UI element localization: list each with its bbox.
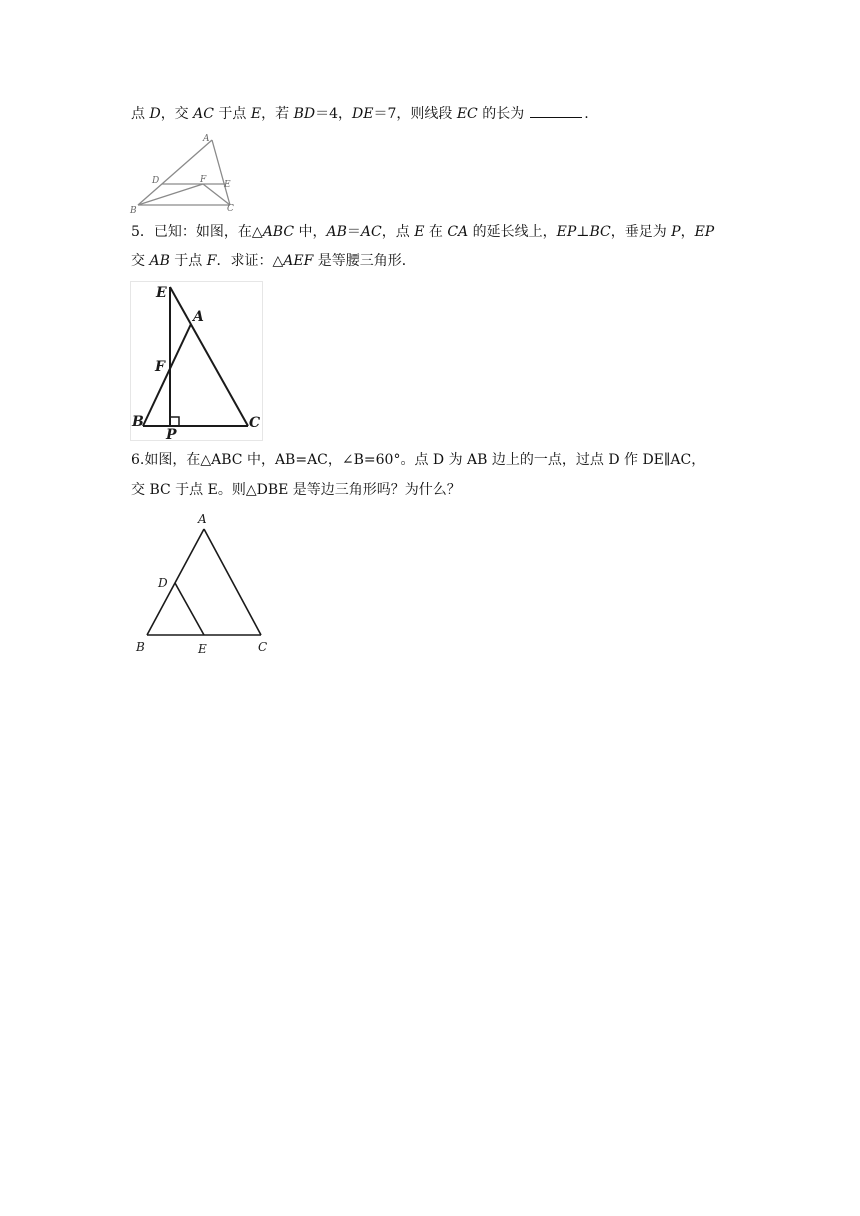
segment-ac [204, 529, 261, 635]
label-e: E [224, 180, 231, 190]
label-a: A [193, 309, 204, 325]
segment-bf [138, 184, 203, 205]
label-c: C [227, 204, 234, 214]
problem4-text-line: 点 D，交 AC 于点 E，若 BD＝4，DE＝7，则线段 EC 的长为 . [131, 106, 589, 122]
label-c: C [249, 415, 261, 431]
segment-ba [143, 324, 191, 426]
segment-de [175, 583, 204, 635]
label-e: E [198, 642, 207, 656]
label-e: E [156, 285, 167, 301]
label-c: C [258, 640, 268, 654]
label-b: B [130, 206, 137, 216]
problem5-line1: 5．已知：如图，在△ABC 中，AB＝AC，点 E 在 CA 的延长线上，EP⊥BC，垂足为 P，EP [131, 224, 715, 240]
label-b: B [136, 640, 145, 654]
label-d: D [152, 176, 160, 186]
figure-problem4 [128, 130, 240, 216]
label-b: B [132, 414, 144, 430]
segment-ac [212, 140, 230, 205]
right-angle-mark [170, 417, 179, 426]
label-p: P [166, 427, 177, 441]
problem5-line2: 交 AB 于点 F．求证：△AEF 是等腰三角形． [131, 253, 416, 269]
label-a: A [198, 512, 207, 526]
problem6-line2: 交 BC 于点 E。则△DBE 是等边三角形吗？为什么？ [131, 482, 461, 498]
label-f: F [200, 175, 207, 185]
label-d: D [158, 576, 168, 590]
label-f: F [155, 359, 165, 375]
segment-ec [170, 287, 248, 426]
figure-problem5 [130, 281, 263, 441]
figure-problem6 [131, 505, 271, 657]
segment-ba [138, 140, 212, 205]
problem6-line1: 6.如图，在△ABC 中，AB=AC，∠B=60°。点 D 为 AB 边上的一点，过点 D 作 DE∥AC， [131, 452, 706, 468]
answer-blank[interactable] [530, 105, 582, 118]
label-a: A [203, 134, 210, 144]
